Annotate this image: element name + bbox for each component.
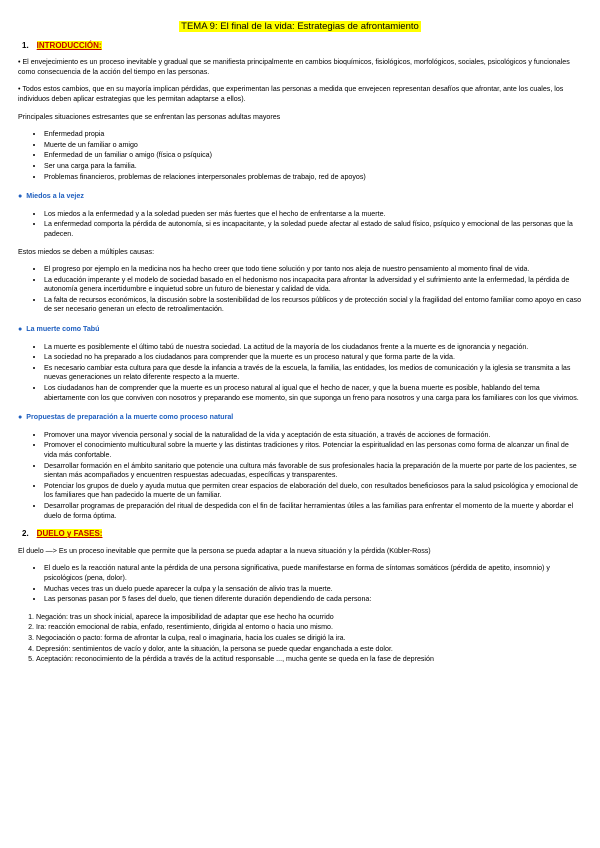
paragraph: Principales situaciones estresantes que se enfrentan las personas adultas mayores [18, 112, 281, 121]
section-number: 2. [22, 529, 29, 539]
section-number: 1. [22, 40, 29, 50]
bullet-icon: ● [18, 192, 23, 201]
list-item: • Promover el conocimiento multicultural sobre la muerte y las distintas tradiciones y ritos. Potenciar la espiritualidad en las personas como forma de alcanzar un final de vida más confortable. [44, 441, 582, 460]
list-item: • Ser una carga para la familia. [44, 162, 582, 172]
bullet-icon: ● [18, 413, 23, 422]
page-title: TEMA 9: El final de la vida: Estrategias de afrontamiento [181, 21, 419, 32]
duelo-list [18, 564, 582, 604]
section-heading-introduccion [22, 41, 582, 51]
list-item: • Enfermedad de un familiar o amigo (física o psíquica) [44, 151, 582, 161]
list-item: • Es necesario cambiar esta cultura para que desde la infancia a través de la escuela, la familia, las entidades, los medios de comunicación y la iglesia se transmita a las nuevas generaciones un relato diferente respecto a la muerte. [44, 364, 582, 383]
causas-list [18, 265, 582, 315]
section-title: INTRODUCCIÓN: [36, 40, 102, 50]
list-item: • La muerte es posiblemente el último tabú de nuestra sociedad. La actitud de la mayoría de los ciudadanos frente a la muerte es de ignorancia y negación. [44, 343, 582, 353]
list-item: • Desarrollar formación en el ámbito sanitario que potencie una cultura más favorable de sus profesionales hacia la preparación de la muerte por parte de los pacientes, se sientan más acompañados y encuentren respuestas adecuadas, específicas y transparentes. [44, 462, 582, 481]
list-item: • Muchas veces tras un duelo puede aparecer la culpa y la sensación de alivio tras la muerte. [44, 585, 582, 595]
list-item: • Los ciudadanos han de comprender que la muerte es un proceso natural al igual que el hecho de nacer, y que la buena muerte es posible, hablando del tema abiertamente con los que conviven con nosotros y preparando ese momento, sin que suponga un freno para nosotros y una carga para los familiares con los que vivimos. [44, 384, 582, 403]
list-item: 4. Depresión: sentimientos de vacío y dolor, ante la situación, la persona se puede quedar enganchada a este dolor. [36, 645, 582, 655]
list-item: • La educación imperante y el modelo de sociedad basado en el hedonismo nos incapacita para afrontar la adversidad y el sufrimiento ante la enfermedad, la pérdida de autonomía genera incertidumbre e inquietud sobre un futuro de bienestar y calidad de vida. [44, 276, 582, 295]
subheading-propuestas [18, 413, 582, 423]
section-heading-duelo [22, 529, 582, 539]
subheading-label: Miedos a la vejez [26, 192, 84, 201]
list-item: 5. Aceptación: reconocimiento de la pérdida a través de la actitud responsable ..., mucha gente se queda en la fase de depresión [36, 655, 582, 665]
list-item: • La sociedad no ha preparado a los ciudadanos para comprender que la muerte es un proceso natural y que forma parte de la vida. [44, 353, 582, 363]
subheading-tabu [18, 325, 582, 335]
stressful-situations-list [18, 130, 582, 182]
tabu-list [18, 343, 582, 404]
paragraph: El duelo —> Es un proceso inevitable que permite que la persona se pueda adaptar a la nueva situación y la pérdida (Kübler-Ross) [18, 546, 431, 555]
list-item: • Desarrollar programas de preparación del ritual de despedida con el fin de facilitar herramientas útiles a las familias para enfrentar el momento de la muerte y abordar el duelo de forma óptima. [44, 502, 582, 521]
miedos-list [18, 210, 582, 240]
list-item: • Problemas financieros, problemas de relaciones interpersonales problemas de trabajo, red de apoyos) [44, 173, 582, 183]
list-item: • Las personas pasan por 5 fases del duelo, que tienen diferente duración dependiendo de cada persona: [44, 595, 582, 605]
subheading-miedos [18, 192, 582, 202]
list-item: • El progreso por ejemplo en la medicina nos ha hecho creer que todo tiene solución y por tanto nos aleja de nuestro pensamiento al momento final de vida. [44, 265, 582, 275]
subheading-label: La muerte como Tabú [26, 325, 100, 334]
list-item: • La enfermedad comporta la pérdida de autonomía, si es incapacitante, y la soledad puede afectar al estado de salud físico, psíquico y emocional de las personas que la padecen. [44, 220, 582, 239]
propuestas-list [18, 431, 582, 521]
list-item: • Muerte de un familiar o amigo [44, 141, 582, 151]
paragraph: • Todos estos cambios, que en su mayoría implican pérdidas, que experimentan las personas a medida que envejecen representan desafíos que afrontar, ante los cuales, los individuos deben aplicar estrategias que les permitan adaptarse a ellos). [18, 85, 564, 103]
paragraph: Estos miedos se deben a múltiples causas: [18, 247, 155, 256]
list-item: • Enfermedad propia [44, 130, 582, 140]
section-title: DUELO y FASES: [36, 529, 103, 539]
fases-list [18, 613, 582, 665]
list-item: • El duelo es la reacción natural ante la pérdida de una persona significativa, puede manifestarse en forma de síntomas somáticos (pérdida de apetito, insomnio) y psicológicos (pena, dolor). [44, 564, 582, 583]
list-item: • Promover una mayor vivencia personal y social de la naturalidad de la vida y aceptación de esta situación, a través de acciones de formación. [44, 431, 582, 441]
subheading-label: Propuestas de preparación a la muerte como proceso natural [26, 413, 234, 422]
title-wrap [18, 22, 582, 33]
list-item: • La falta de recursos económicos, la discusión sobre la sostenibilidad de los recursos públicos y de protección social y la fragilidad del entorno familiar como apoyo en caso de ser necesario generan un efecto de retroalimentación. [44, 296, 582, 315]
bullet-icon: ● [18, 325, 23, 334]
list-item: 2. Ira: reacción emocional de rabia, enfado, resentimiento, dirigida al entorno o hacia uno mismo. [36, 623, 582, 633]
list-item: 1. Negación: tras un shock inicial, aparece la imposibilidad de adaptar que ese hecho ha ocurrido [36, 613, 582, 623]
paragraph: • El envejecimiento es un proceso inevitable y gradual que se manifiesta principalmente en cambios bioquímicos, fisiológicos, morfológicos, sociales, psicológicos y funcionales como consecuencia de la acción del tiempo en las personas. [18, 58, 570, 76]
list-item: • Los miedos a la enfermedad y a la soledad pueden ser más fuertes que el hecho de enfrentarse a la muerte. [44, 210, 582, 220]
list-item: • Potenciar los grupos de duelo y ayuda mutua que permiten crear espacios de elaboración del duelo, con resultados beneficiosos para la salud psicológica y emocional de los familiares que han padecido la muerte de un familiar. [44, 482, 582, 501]
list-item: 3. Negociación o pacto: forma de afrontar la culpa, real o imaginaria, hacia los cuales se dirigió la ira. [36, 634, 582, 644]
